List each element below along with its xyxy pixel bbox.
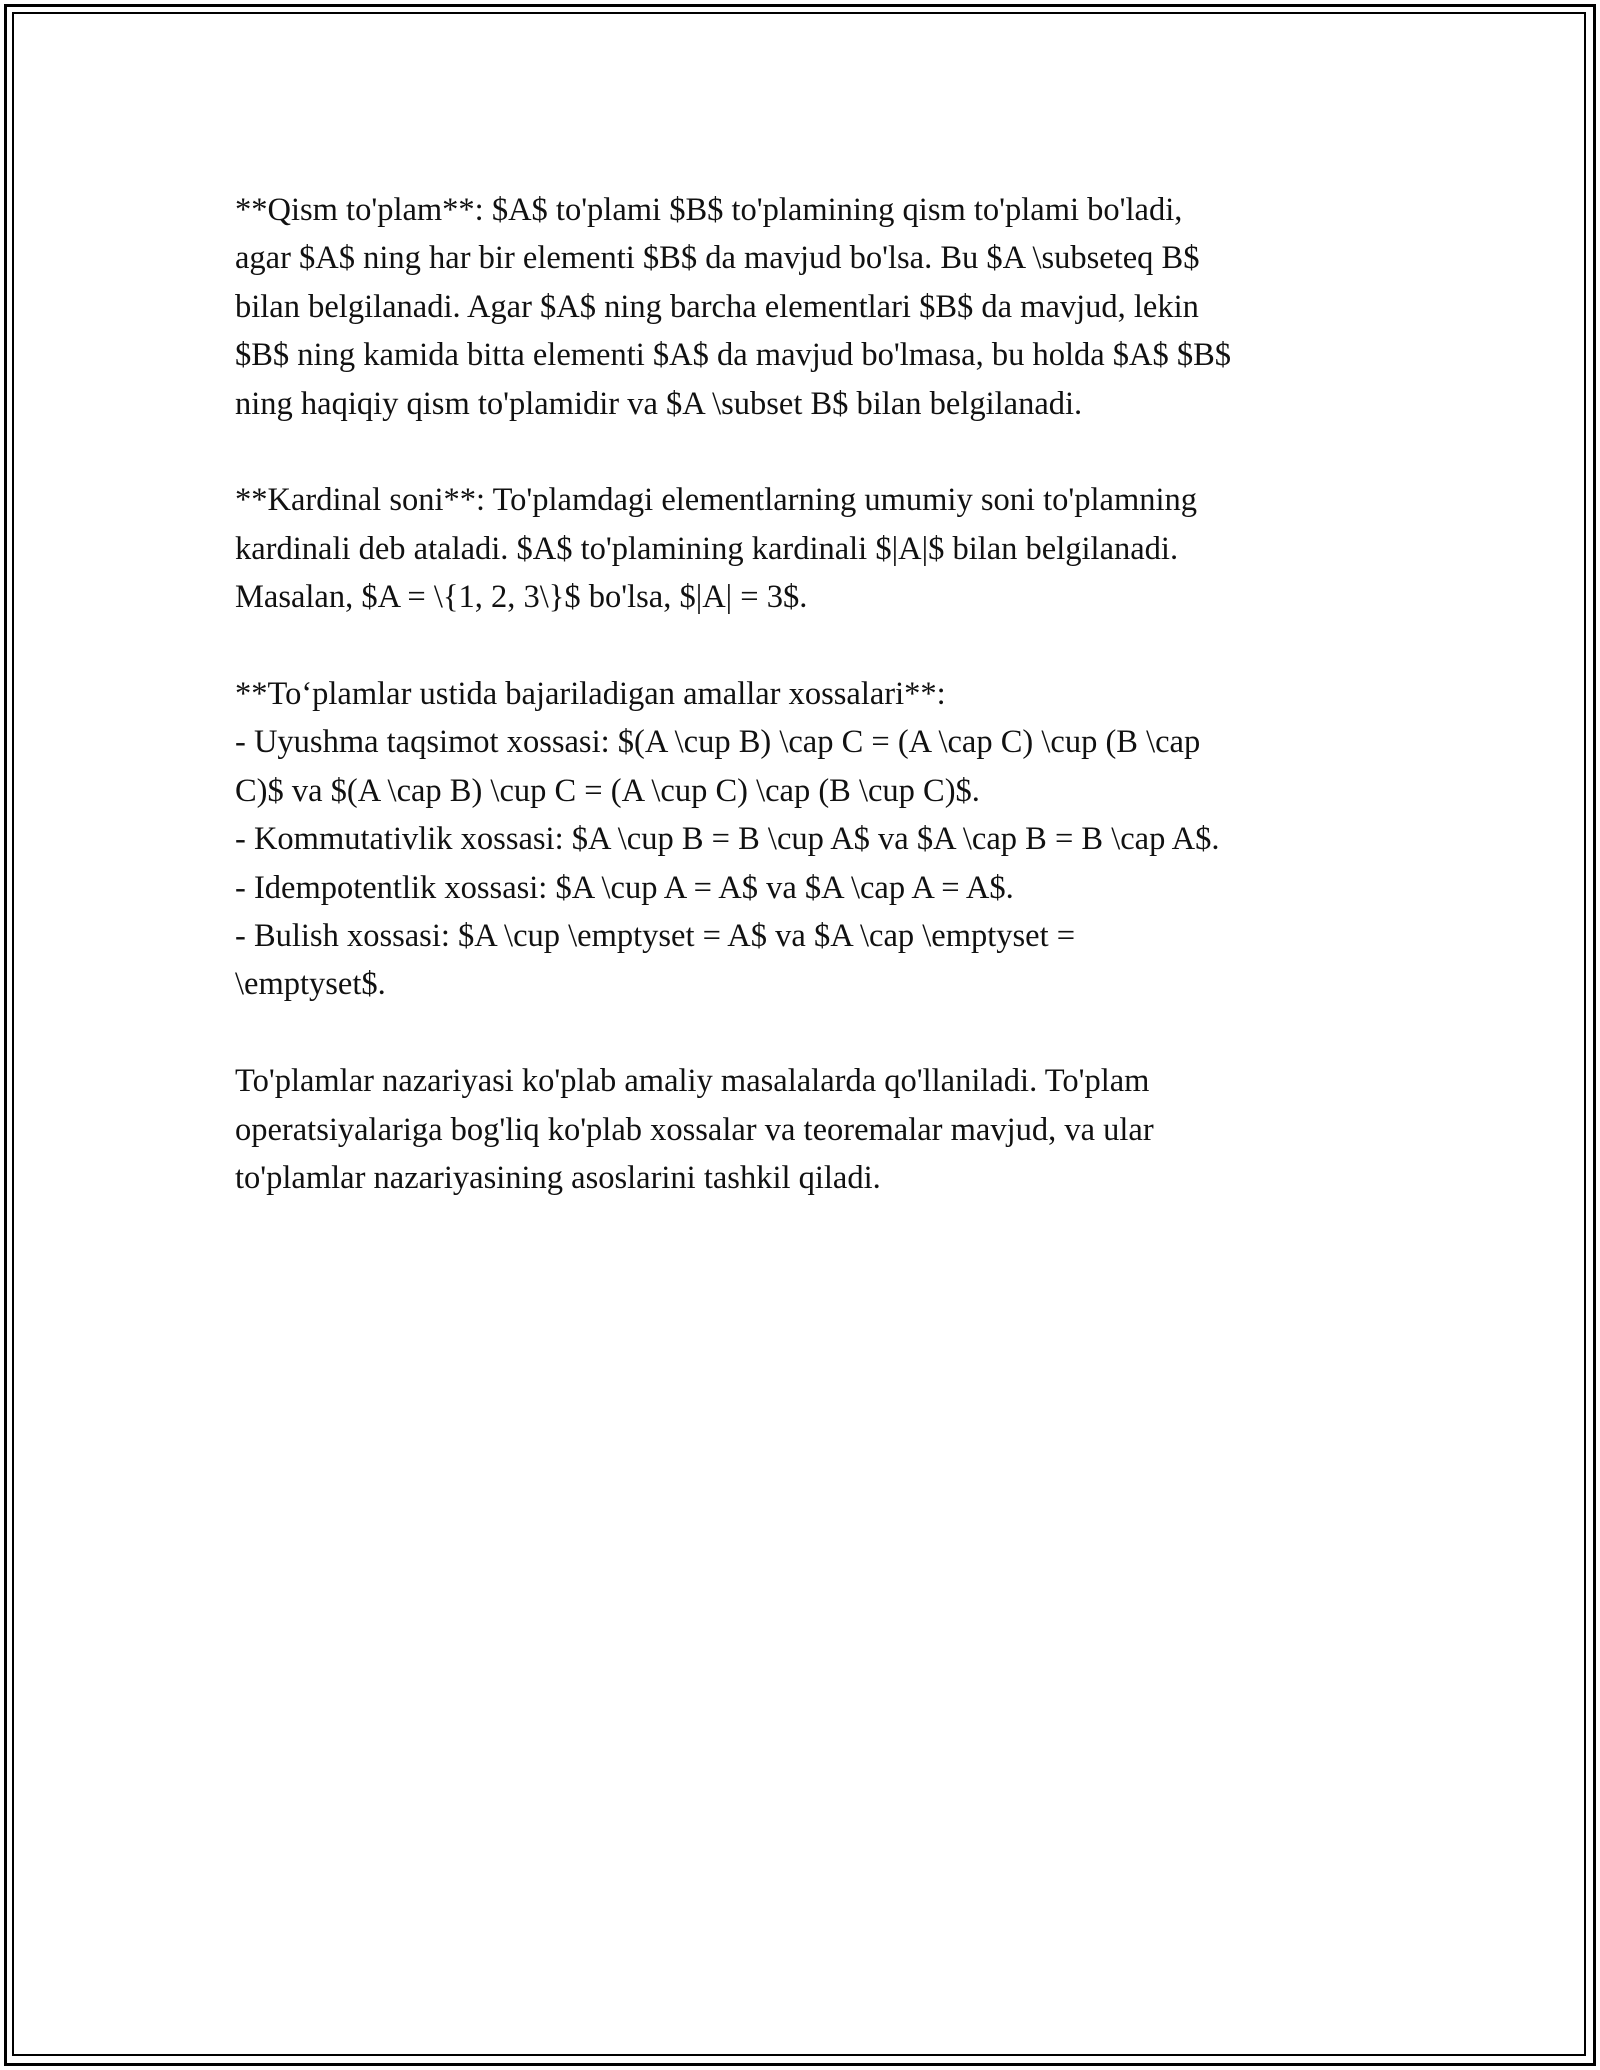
paragraph-cardinality [235, 476, 1365, 621]
text-line: To'plamlar nazariyasi ko'plab amaliy masalalarda qo'llaniladi. To'plam [235, 1063, 1150, 1100]
list-item-line: C)$ va $(A \cap B) \cup C = (A \cup C) \cap (B \cup C)$. [235, 772, 980, 809]
text-line: Masalan, $A = \{1, 2, 3\}$ bo'lsa, $|A| = 3$. [235, 579, 808, 616]
list-item-line: - Uyushma taqsimot xossasi: $(A \cup B) \cap C = (A \cap C) \cup (B \cap [235, 724, 1201, 761]
text-line: kardinali deb ataladi. $A$ to'plamining kardinali $|A|$ bilan belgilanadi. [235, 530, 1179, 567]
document-body [235, 186, 1365, 1251]
text-line: $B$ ning kamida bitta elementi $A$ da mavjud bo'lmasa, bu holda $A$ $B$ [235, 337, 1232, 374]
paragraph-set-properties [235, 670, 1365, 1009]
text-line: ning haqiqiy qism to'plamidir va $A \subset B$ bilan belgilanadi. [235, 385, 1083, 422]
list-item-line: - Bulish xossasi: $A \cup \emptyset = A$ va $A \cap \emptyset = [235, 918, 1076, 955]
text-line: bilan belgilanadi. Agar $A$ ning barcha elementlari $B$ da mavjud, lekin [235, 288, 1199, 325]
list-item-line: - Kommutativlik xossasi: $A \cup B = B \cup A$ va $A \cap B = B \cap A$. [235, 821, 1220, 858]
text-line: agar $A$ ning har bir elementi $B$ da mavjud bo'lsa. Bu $A \subseteq B$ [235, 240, 1200, 277]
text-line: **Qism to'plam**: $A$ to'plami $B$ to'plamining qism to'plami bo'ladi, [235, 192, 1183, 228]
section-heading-line: **To‘plamlar ustida bajariladigan amallar xossalari**: [235, 676, 946, 713]
list-item-line: \emptyset$. [235, 966, 386, 1003]
paragraph-conclusion [235, 1057, 1365, 1202]
text-line: to'plamlar nazariyasining asoslarini tashkil qiladi. [235, 1160, 881, 1197]
text-line: operatsiyalariga bog'liq ko'plab xossalar va teoremalar mavjud, va ular [235, 1111, 1154, 1148]
list-item-line: - Idempotentlik xossasi: $A \cup A = A$ va $A \cap A = A$. [235, 869, 1014, 906]
text-line: **Kardinal soni**: To'plamdagi elementlarning umumiy soni to'plamning [235, 482, 1198, 519]
paragraph-subset [235, 186, 1365, 428]
